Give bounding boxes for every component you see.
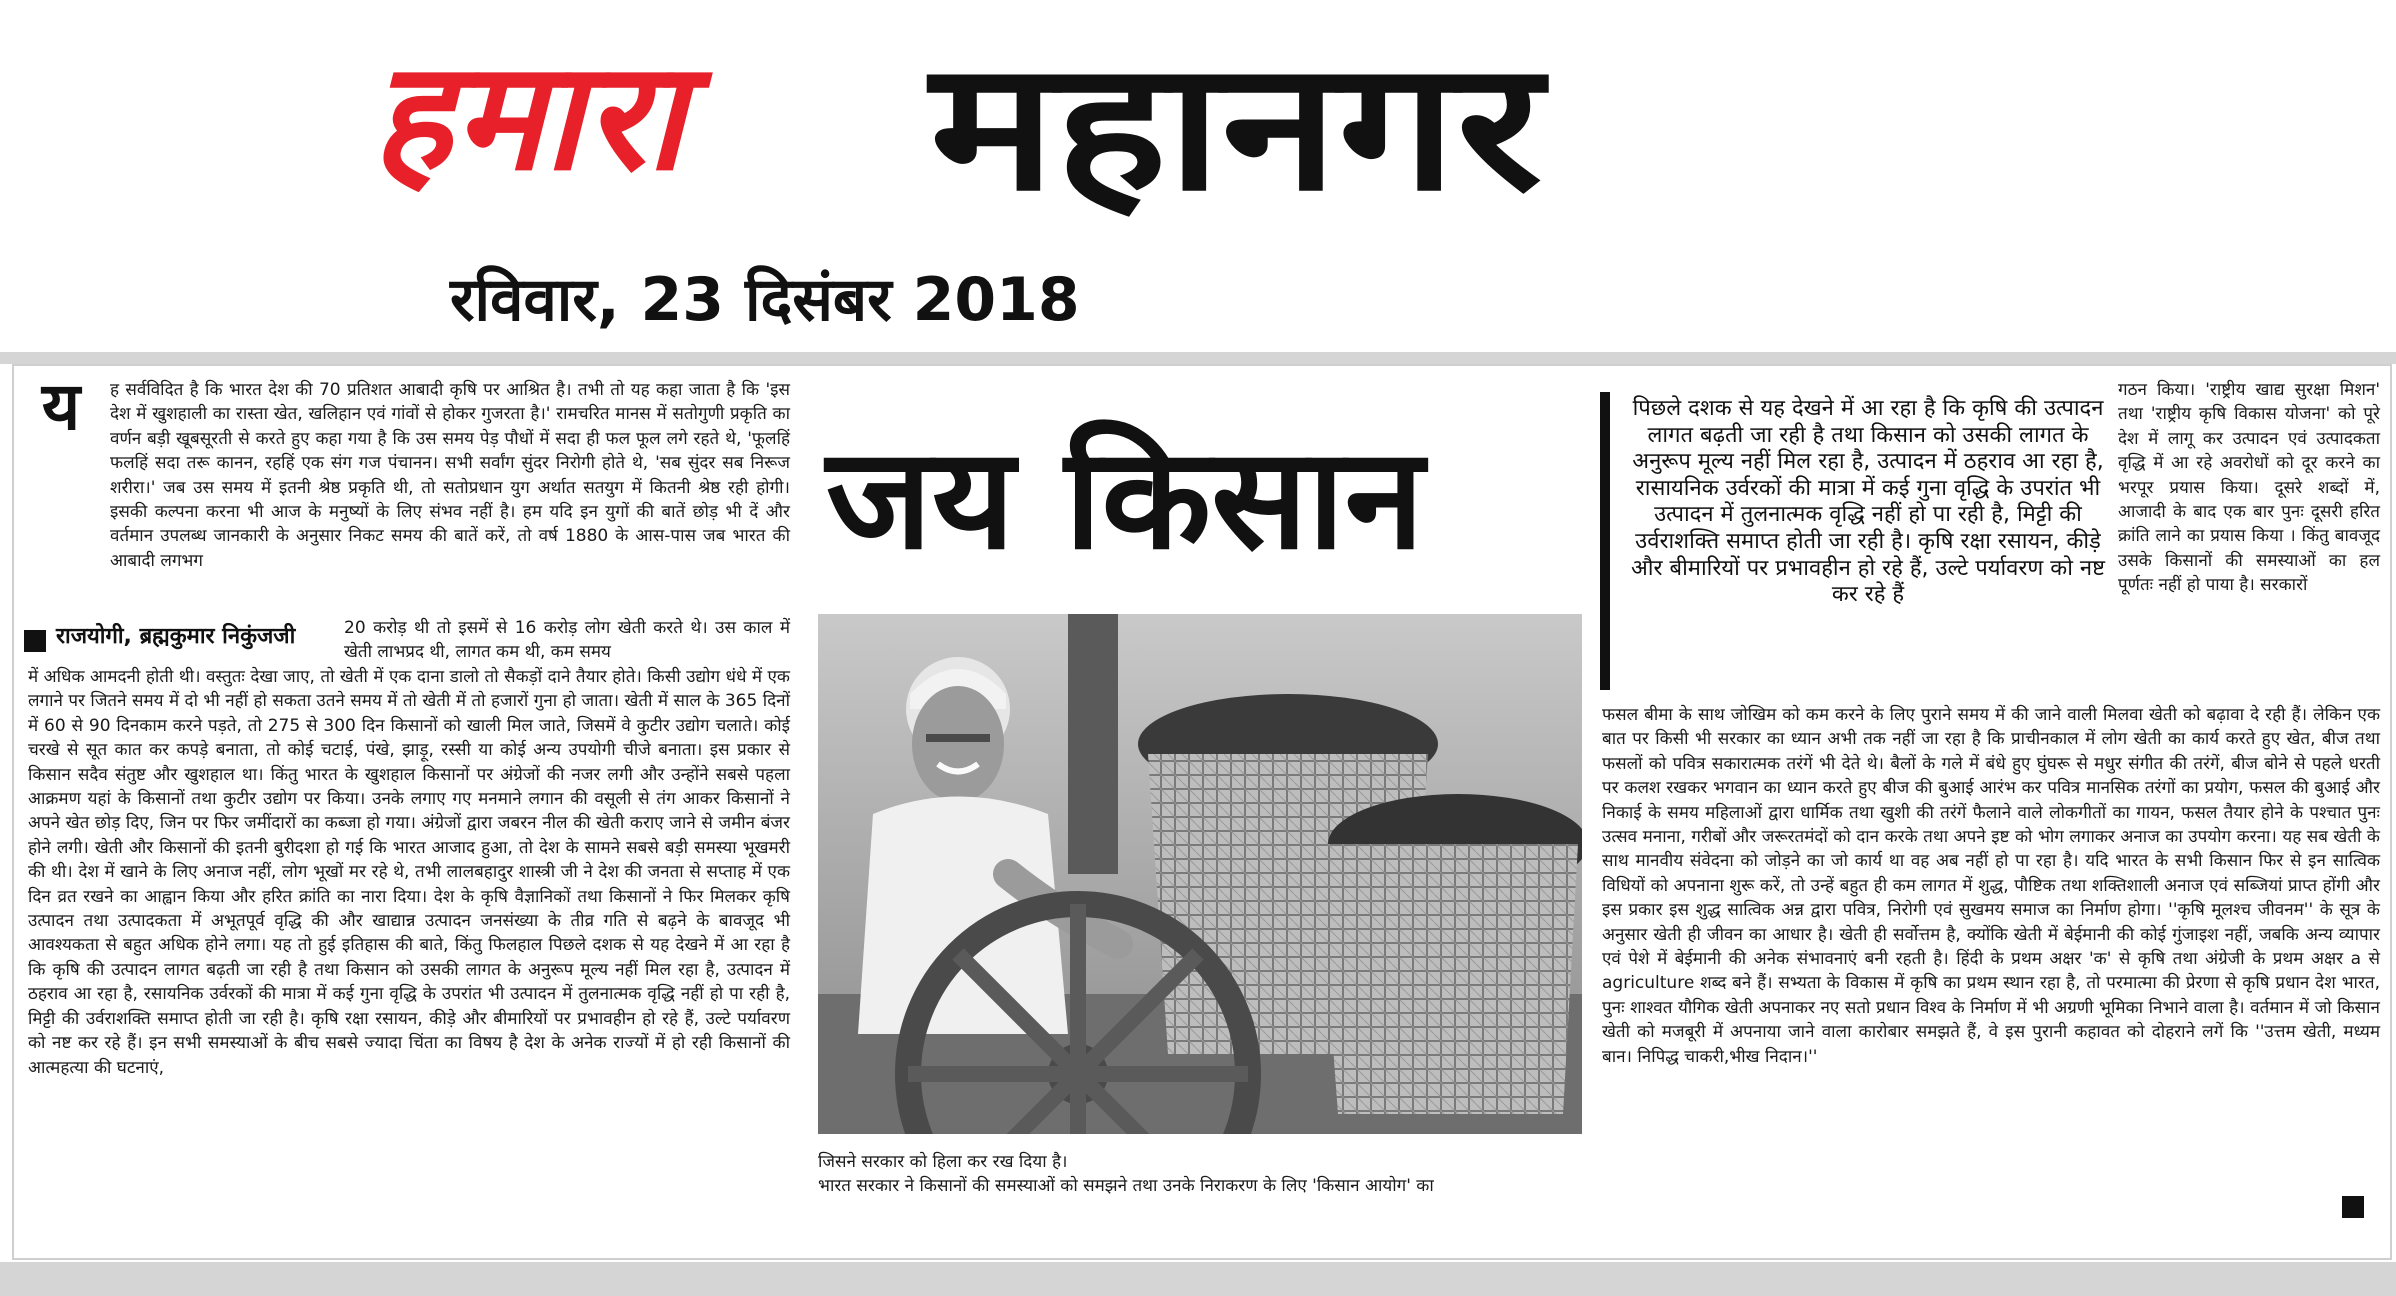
article-intro-text: ह सर्वविदित है कि भारत देश की 70 प्रतिशत आबादी कृषि पर आश्रित है। तभी तो यह कहा जाता है कि 'इस देश में खुशहाली का रास्ता खेत, खलिहान एवं गांवों से होकर गुजरता है।' रामचरित मानस में सतोगुणी प्रकृति का वर्णन बड़ी खूबसूरती से करते हुए कहा गया है कि उस समय पेड़ पौधों में सदा ही फल फूल लगे रहते थे, 'फूलहिं फलहिं सदा तरू कानन, रहहिं एक संग गज पंचानन। सभी सर्वांग सुंदर निरोगी होते थे, 'सब सुंदर सब निरूज शरीरा।' जब उस समय में इतनी श्रेष्ठ प्रकृति थी, तो सतोप्रधान युग अर्थात सतयुग में कितनी श्रेष्ठ रही होगी। इसकी कल्पना करना भी आज के मनुष्यों के लिए संभव नहीं है। हम यदि इन युगों की बातें छोड़ भी दें और वर्तमान उपलब्ध जानकारी के अनुसार निकट समय की बातें करें, तो वर्ष 1880 के आस-पास जब भारत की आबादी लगभग xyxy=(110,380,790,571)
bottom-band xyxy=(0,1262,2396,1296)
logo-hamara: हमारा xyxy=(372,30,687,204)
photo-caption-continued: जिसने सरकार को हिला कर रख दिया है। xyxy=(818,1152,1068,1172)
pull-quote xyxy=(1600,392,2112,690)
article-body-right-narrow: गठन किया। 'राष्ट्रीय खाद्य सुरक्षा मिशन' तथा 'राष्ट्रीय कृषि विकास योजना' को पूरे देश में लागू कर उत्पादन एवं उत्पादकता वृद्धि में आ रहे अवरोधों को दूर करने का भरपूर प्रयास किया। दूसरे शब्दों में, आजादी के बाद एक बार पुनः दूसरी हरित क्रांति लाने का प्रयास किया । किंतु बावजूद उसके किसानों की समस्याओं का हल पूर्णतः नहीं हो पाया है। सरकारों xyxy=(2118,380,2380,596)
separator-band xyxy=(0,352,2396,364)
article-text-beside-byline: 20 करोड़ थी तो इसमें से 16 करोड़ लोग खेती करते थे। उस काल में खेती लाभप्रद थी, लागत कम थी, कम समय xyxy=(344,618,790,663)
logo-mahanagar: महानगर xyxy=(930,23,1543,230)
pull-quote-text: पिछले दशक से यह देखने में आ रहा है कि कृषि की उत्पादन लागत बढ़ती जा रही है तथा किसान को उसकी लागत के अनुरूप मूल्य नहीं मिल रहा है, उत्पादन में ठहराव आ रहा है, रासायनिक उर्वरकों की मात्रा में कई गुना वृद्धि के उपरांत भी उत्पादन में तुलनात्मक वृद्धि नहीं हो पा रही है, मिट्टी की उर्वराशक्ति समाप्त होती जा रही है। कृषि रक्षा रसायन, कीड़े और बीमारियों पर प्रभावहीन हो रहे हैं, उल्टे पर्यावरण को नष्ट कर रहे हैं xyxy=(1631,396,2105,608)
farmer-photo xyxy=(818,614,1582,1134)
black-square-icon xyxy=(24,630,46,652)
dateline: रविवार, 23 दिसंबर 2018 xyxy=(450,265,1080,335)
article-body-left: में अधिक आमदनी होती थी। वस्तुतः देखा जाए, तो खेती में एक दाना डालो तो सैकड़ों दाने तैयार होते। किसी उद्योग धंधे में एक लगाने पर जितने समय में दो भी नहीं हो सकता उतने समय में तो खेती में तो हजारों गुना हो जाता। खेती में साल के 365 दिनों में 60 से 90 दिनकाम करने पड़ते, तो 275 से 300 दिन किसानों को खाली मिल जाते, जिसमें वे कुटीर उद्योग चलाते। कोई चरखे से सूत कात कर कपड़े बनाता, तो कोई चटाई, पंखे, झाड़ू, रस्सी या कोई अन्य उपयोगी चीजे बनाता। इस प्रकार से किसान सदैव संतुष्ट और खुशहाल था। किंतु भारत के खुशहाल किसानों पर अंग्रेजों की नजर लगी और उन्होंने सबसे पहला आक्रमण यहां के किसानों तथा कुटीर उद्योग पर किया। उनके लगाए गए मनमाने लगान की वसूली से तंग आकर किसानों ने अपने खेत छोड़ दिए, जिन पर फिर जमींदारों का कब्जा हो गया। अंग्रेजों द्वारा जबरन नील की खेती कराए जाने से जमीन बंजर होने लगी। खेती और किसानों की इतनी बुरीदशा हो गई कि भारत आजाद हुआ, तो देश के सामने सबसे बड़ी समस्या भूखमरी की थी। देश में खाने के लिए अनाज नहीं, लोग भूखों मर रहे थे, तभी लालबहादुर शास्त्री जी ने देश की जनता से सप्ताह में एक दिन व्रत रखने का आह्वान किया और हरित क्रांति का नारा दिया। देश के कृषि वैज्ञानिकों तथा किसानों ने फिर मिलकर कृषि उत्पादन तथा उत्पादकता में अभूतपूर्व वृद्धि की और खाद्यान्न उत्पादन जनसंख्या के तीव्र गति से बढ़ने के बावजूद भी आवश्यकता से बहुत अधिक होने लगा। यह तो हुई इतिहास की बाते, किंतु फिलहाल पिछले दशक से यह देखने में आ रहा है कि कृषि की उत्पादन लागत बढ़ती जा रही है तथा किसान को उसकी लागत के अनुरूप मूल्य नहीं मिल रहा है, उत्पादन में ठहराव आ रहा है, रसायनिक उर्वरकों की मात्रा में कई गुना वृद्धि के उपरांत भी उत्पादन में तुलनात्मक वृद्धि नहीं हो पा रही है, मिट्टी की उर्वराशक्ति समाप्त होती जा रही है। कृषि रक्षा रसायन, कीड़े और बीमारियों पर प्रभावहीन हो रहे हैं, उल्टे पर्यावरण को नष्ट कर रहे हैं। इन सभी समस्याओं के बीच सबसे ज्यादा चिंता का विषय है देश के अनेक राज्यों में हो रही किसानों की आत्महत्या की घटनाएं, xyxy=(28,667,790,1078)
article-body-right: फसल बीमा के साथ जोखिम को कम करने के लिए पुराने समय में की जाने वाली मिलवा खेती को बढ़ावा दे रही हैं। लेकिन एक बात पर किसी भी सरकार का ध्यान अभी तक नहीं जा रहा है कि प्राचीनकाल में लोग खेती का कार्य करते हुए खेत, बीज तथा फसलों को पवित्र सकारात्मक तरंगें भी देते थे। बैलों के गले में बंधे हुए घुंघरू से मधुर संगीत की तरंगें, बीज बोने से पहले धरती पर कलश रखकर भगवान का ध्यान करते हुए बीज की बुआई आरंभ कर पवित्र मानसिक तरंगों का प्रयोग, फसल की बुआई और निकाई के समय महिलाओं द्वारा धार्मिक तथा खुशी की तरंगें फैलाने वाले लोकगीतों का गायन, फसल तैयार होने के पश्चात पुनः उत्सव मनाना, गरीबों और जरूरतमंदों को दान करके तथा अपने इष्ट को भोग लगाकर अनाज का उपयोग करना। यह सब खेती के साथ मानवीय संवेदना को जोड़ने का जो कार्य था वह अब नहीं हो पा रहा है। यदि भारत के सभी किसान फिर से इन सात्विक विधियों को अपनाना शुरू करें, तो उन्हें बहुत ही कम लागत में शुद्ध, पौष्टिक तथा शक्तिशाली अनाज एवं सब्जियां प्राप्त होंगी और इस प्रकार इस शुद्ध सात्विक अन्न द्वारा पवित्र, निरोगी एवं सुखमय समाज का निर्माण होगा। ''कृषि मूलश्च जीवनम'' के सूत्र के अनुसार खेती ही जीवन का आधार है। खेती ही सर्वोत्तम है, क्योंकि खेती में बेईमानी की कोई गुंजाइश नहीं, जबकि अन्य व्यापार एवं पेशे में बेईमानी की अनेक संभावनाएं बनी रहती है। हिंदी के प्रथम अक्षर 'क' से कृषि तथा अंग्रेजी के प्रथम अक्षर a से agriculture शब्द बने हैं। सभ्यता के विकास में कृषि का प्रथम स्थान रहा है, तो परमात्मा की प्रेरणा से कृषि प्रधान देश भारत, पुनः शाश्वत यौगिक खेती अपनाकर नए सतो प्रधान विश्व के निर्माण में भी अग्रणी भूमिका निभाने वाला है। वर्तमान में जो किसान खेती को मजबूरी में अपनाया जाने वाला कारोबार समझते हैं, वे इस पुरानी कहावत को दोहराने लगें कि ''उत्तम खेती, मध्यम बान। निपिद्ध चाकरी,भीख निदान।'' xyxy=(1602,705,2380,1067)
photo-caption-next-line: भारत सरकार ने किसानों की समस्याओं को समझने तथा उनके निराकरण के लिए 'किसान आयोग' का xyxy=(818,1176,1434,1196)
byline: राजयोगी, ब्रह्मकुमार निकुंजजी xyxy=(56,624,296,649)
headline: जय किसान xyxy=(826,418,1424,581)
byline-block xyxy=(24,620,330,656)
masthead xyxy=(0,0,2396,352)
dropcap: य xyxy=(41,368,81,445)
black-square-icon xyxy=(2342,1196,2364,1218)
